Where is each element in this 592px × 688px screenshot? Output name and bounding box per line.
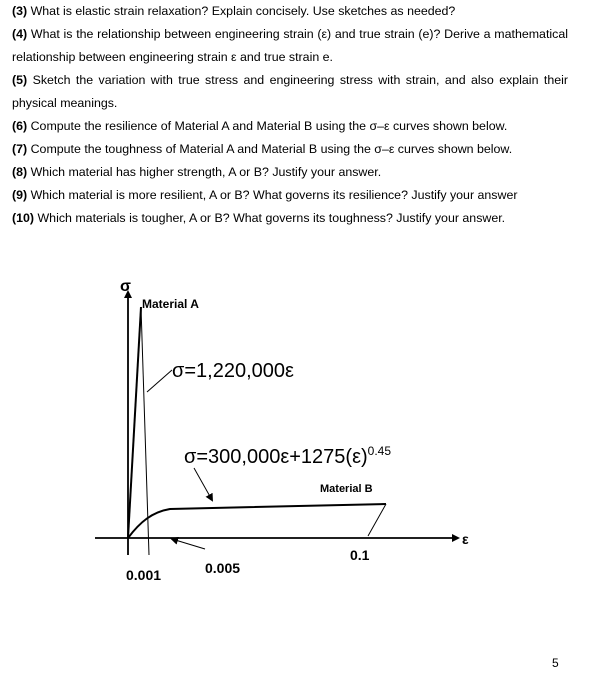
- question-text: Which materials is tougher, A or B? What governs its toughness? Justify your answer.: [34, 211, 506, 225]
- material-b-fracture-line: [368, 504, 386, 536]
- question-text: Compute the resilience of Material A and Material B using the σ–ε curves shown below.: [27, 119, 508, 133]
- page-number: 5: [552, 656, 559, 670]
- question-text: Which material has higher strength, A or B? Justify your answer.: [27, 165, 382, 179]
- question-number: (7): [12, 142, 28, 156]
- question-text: Which material is more resilient, A or B? What governs its resilience? Justify your answer: [27, 188, 518, 202]
- equation-b-main: σ=300,000ε+1275(ε): [184, 446, 368, 468]
- question-number: (9): [12, 188, 28, 202]
- question-text: What is elastic strain relaxation? Explain concisely. Use sketches as needed?: [27, 4, 456, 18]
- material-b-label: Material B: [320, 483, 373, 495]
- question-text: What is the relationship between engineering strain (ε) and true strain (e)? Derive a mathematical relationship between engineering strain ε and true strain e.: [12, 27, 568, 64]
- y-axis-label: σ: [120, 278, 131, 295]
- equation-a-leader: [147, 370, 172, 392]
- question-number: (8): [12, 165, 28, 179]
- strain-label-0001: 0.001: [126, 567, 162, 583]
- question-number: (5): [12, 73, 28, 87]
- equation-b-exponent: 0.45: [367, 444, 392, 458]
- question-number: (6): [12, 119, 28, 133]
- question-text: Sketch the variation with true stress and engineering stress with strain, and also explain their physical meanings.: [12, 73, 568, 110]
- material-a-label: Material A: [142, 297, 199, 311]
- x-axis-label: ε: [462, 531, 469, 547]
- strain-0005-leader-arrow: [172, 539, 205, 549]
- equation-b: [184, 444, 391, 468]
- equation-a: σ=1,220,000ε: [172, 360, 294, 382]
- strain-label-01: 0.1: [350, 547, 370, 563]
- question-text: Compute the toughness of Material A and Material B using the σ–ε curves shown below.: [27, 142, 513, 156]
- material-a-curve: [128, 307, 141, 538]
- equation-b-leader-arrow: [194, 468, 212, 500]
- material-b-curve: [128, 504, 386, 538]
- question-number: (3): [12, 4, 28, 18]
- question-number: (10): [12, 211, 35, 225]
- question-number: (4): [12, 27, 28, 41]
- strain-label-0005: 0.005: [205, 560, 241, 576]
